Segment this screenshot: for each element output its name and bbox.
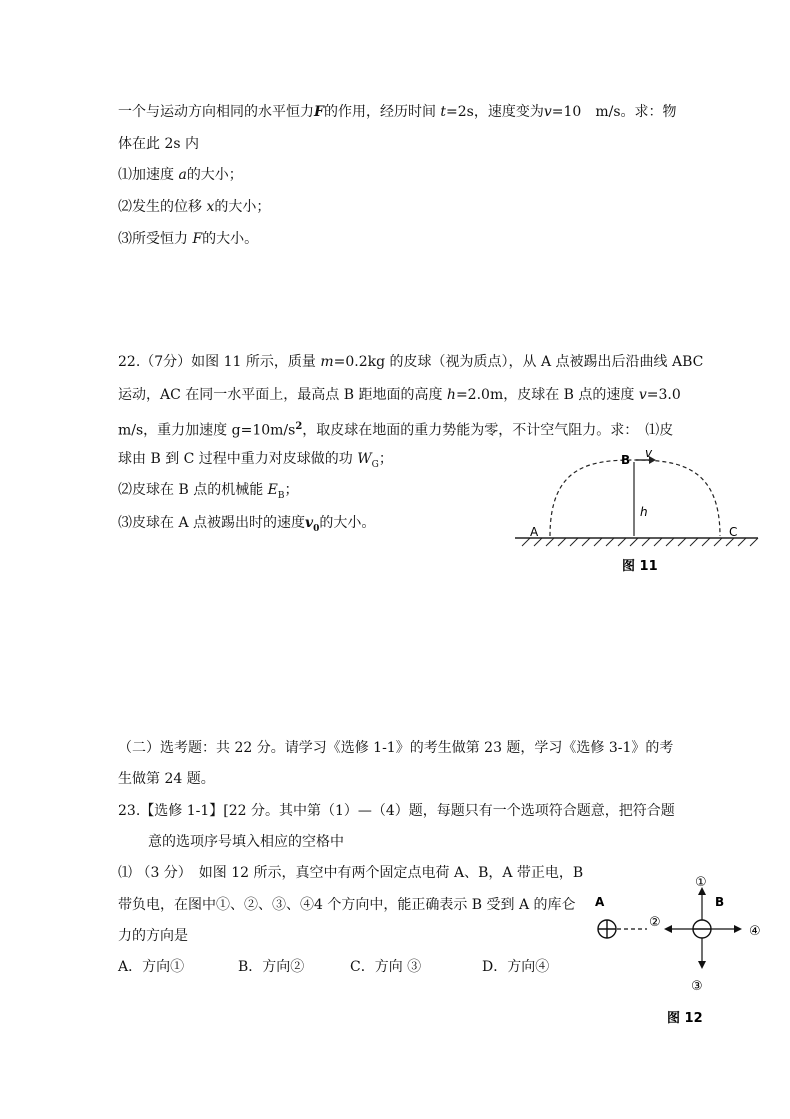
- q21-line-2: 体在此 2s 内: [118, 136, 199, 152]
- option-b: B．方向②: [238, 959, 305, 975]
- q22-line-1: 22.（7分）如图 11 所示，质量 m=0.2kg 的皮球（视为质点），从 A 点被踢出后沿曲线 ABC: [118, 354, 704, 370]
- q23-sub1-line-2: 带负电，在图中①、②、③、④4 个方向中，能正确表示 B 受到 A 的库仑: [118, 897, 576, 913]
- direction-1: ①: [695, 875, 707, 890]
- figure-12: [585, 868, 775, 1033]
- q23-sub1-line-3: 力的方向是: [118, 928, 188, 944]
- q22-line-2: 运动，AC 在同一水平面上，最高点 B 距地面的高度 h=2.0m，皮球在 B 点的速度 v=3.0: [118, 387, 681, 403]
- q21-part-1: ⑴加速度 a的大小；: [118, 167, 243, 183]
- q23-line-2: 意的选项序号填入相应的空格中: [148, 834, 344, 850]
- option-a: A．方向①: [118, 959, 185, 975]
- option-d: D．方向④: [482, 959, 550, 975]
- label-B: B: [715, 895, 725, 909]
- ground-hatching: [522, 538, 758, 546]
- q23-line-1: 23.【选修 1-1】[22 分。其中第（1）—（4）题，每题只有一个选项符合题意，把符合题: [118, 803, 675, 819]
- figure-11: [510, 448, 765, 578]
- label-h: h: [640, 505, 648, 519]
- label-B: B: [621, 453, 631, 467]
- q22-line-4: 球由 B 到 C 过程中重力对皮球做的功 $W_G$；: [118, 451, 393, 470]
- q21-part-2: ⑵发生的位移 x的大小；: [118, 199, 271, 215]
- direction-2: ②: [649, 915, 661, 930]
- figure-11-caption: 图 11: [622, 559, 658, 574]
- section-2-line-1: （二）选考题：共 22 分。请学习《选修 1-1》的考生做第 23 题，学习《选修 3-1》的考: [118, 740, 674, 756]
- trajectory-curve: [550, 460, 720, 536]
- q23-sub1-line-1: ⑴ （3 分） 如图 12 所示，真空中有两个固定点电荷 A、B，A 带正电，B: [118, 865, 584, 881]
- label-v: v: [645, 448, 653, 460]
- label-A: A: [530, 525, 539, 539]
- section-2-line-2: 生做第 24 题。: [118, 771, 215, 787]
- q22-part-3: ⑶皮球在 A 点被踢出时的速度$v_0$的大小。: [118, 515, 376, 534]
- q21-line-1: 一个与运动方向相同的水平恒力F的作用，经历时间 t=2s，速度变为v=10 m/s。求：物: [118, 104, 677, 120]
- direction-3: ③: [691, 979, 703, 994]
- option-c: C．方向 ③: [350, 959, 422, 975]
- q22-line-3: m/s，重力加速度 $g=10m/s^2$，取皮球在地面的重力势能为零，不计空气阻力。求： ⑴皮: [118, 421, 674, 439]
- label-A: A: [595, 895, 605, 909]
- label-C: C: [729, 525, 738, 539]
- q22-part-2: ⑵皮球在 B 点的机械能 $E_B$；: [118, 482, 299, 501]
- q21-part-3: ⑶所受恒力 F的大小。: [118, 231, 259, 247]
- direction-4: ④: [749, 924, 761, 939]
- figure-12-caption: 图 12: [667, 1011, 703, 1026]
